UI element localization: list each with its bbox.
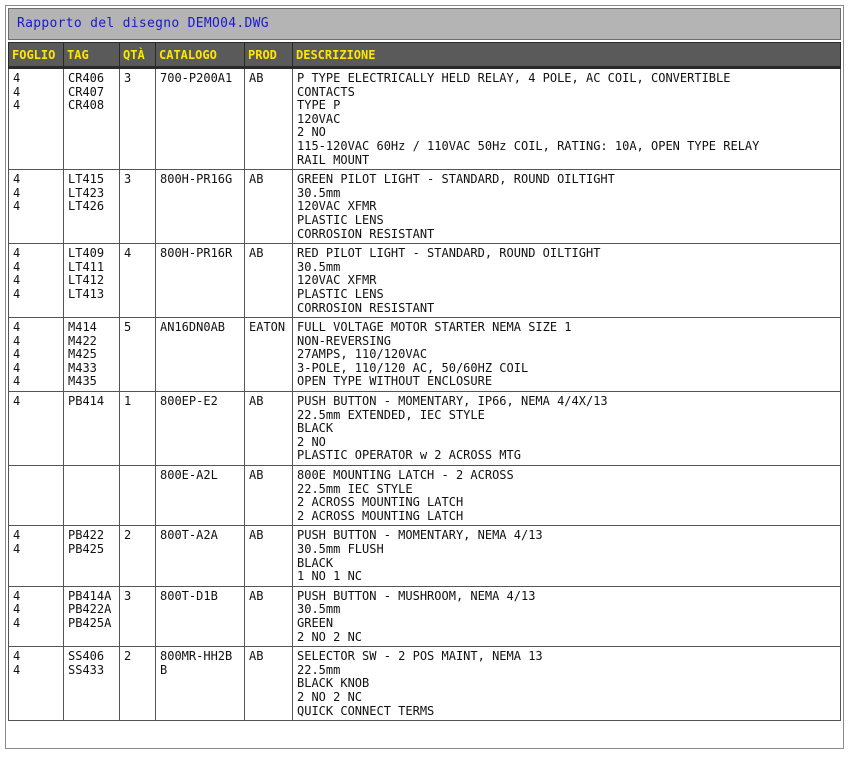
header-foglio: FOGLIO [9, 43, 64, 68]
cell-catalogo: 800EP-E2 [156, 392, 245, 466]
cell-descrizione: PUSH BUTTON - MOMENTARY, IP66, NEMA 4/4X/13 22.5mm EXTENDED, IEC STYLE BLACK 2 NO PLASTIC OPERATOR w 2 ACROSS MTG [293, 392, 841, 466]
header-descrizione: DESCRIZIONE [293, 43, 841, 68]
cell-tag [64, 466, 120, 526]
report-frame [5, 5, 844, 749]
cell-descrizione: SELECTOR SW - 2 POS MAINT, NEMA 13 22.5mm BLACK KNOB 2 NO 2 NC QUICK CONNECT TERMS [293, 647, 841, 721]
table-row [9, 170, 841, 244]
cell-foglio: 4 4 4 [9, 586, 64, 646]
header-tag: TAG [64, 43, 120, 68]
header-prod: PROD [245, 43, 293, 68]
cell-foglio: 4 4 4 [9, 170, 64, 244]
cell-qta [120, 466, 156, 526]
cell-tag: CR406 CR407 CR408 [64, 68, 120, 170]
cell-tag: LT409 LT411 LT412 LT413 [64, 244, 120, 318]
cell-prod: EATON [245, 318, 293, 392]
cell-qta: 3 [120, 586, 156, 646]
cell-qta: 2 [120, 647, 156, 721]
table-row [9, 466, 841, 526]
cell-qta: 1 [120, 392, 156, 466]
cell-qta: 2 [120, 526, 156, 586]
table-row [9, 68, 841, 170]
table-header-row [9, 43, 841, 68]
cell-qta: 3 [120, 68, 156, 170]
cell-foglio [9, 466, 64, 526]
cell-descrizione: RED PILOT LIGHT - STANDARD, ROUND OILTIGHT 30.5mm 120VAC XFMR PLASTIC LENS CORROSION RESISTANT [293, 244, 841, 318]
cell-foglio: 4 4 [9, 526, 64, 586]
cell-prod: AB [245, 244, 293, 318]
cell-prod: AB [245, 68, 293, 170]
cell-qta: 4 [120, 244, 156, 318]
cell-catalogo: 800H-PR16G [156, 170, 245, 244]
cell-prod: AB [245, 647, 293, 721]
cell-qta: 5 [120, 318, 156, 392]
cell-prod: AB [245, 392, 293, 466]
cell-tag: LT415 LT423 LT426 [64, 170, 120, 244]
cell-descrizione: PUSH BUTTON - MUSHROOM, NEMA 4/13 30.5mm GREEN 2 NO 2 NC [293, 586, 841, 646]
table-row [9, 586, 841, 646]
table-body [9, 68, 841, 721]
cell-descrizione: 800E MOUNTING LATCH - 2 ACROSS 22.5mm IEC STYLE 2 ACROSS MOUNTING LATCH 2 ACROSS MOUNTING LATCH [293, 466, 841, 526]
cell-foglio: 4 [9, 392, 64, 466]
report-title: Rapporto del disegno DEMO04.DWG [17, 16, 269, 31]
table-row [9, 244, 841, 318]
cell-foglio: 4 4 [9, 647, 64, 721]
cell-foglio: 4 4 4 4 4 [9, 318, 64, 392]
cell-prod: AB [245, 466, 293, 526]
parts-table [8, 42, 841, 721]
cell-tag: M414 M422 M425 M433 M435 [64, 318, 120, 392]
cell-foglio: 4 4 4 4 [9, 244, 64, 318]
report-title-bar [8, 8, 841, 40]
cell-catalogo: 800E-A2L [156, 466, 245, 526]
cell-prod: AB [245, 586, 293, 646]
cell-tag: PB414A PB422A PB425A [64, 586, 120, 646]
cell-catalogo: 800T-A2A [156, 526, 245, 586]
cell-tag: PB422 PB425 [64, 526, 120, 586]
table-row [9, 392, 841, 466]
cell-descrizione: GREEN PILOT LIGHT - STANDARD, ROUND OILTIGHT 30.5mm 120VAC XFMR PLASTIC LENS CORROSION RESISTANT [293, 170, 841, 244]
cell-catalogo: 700-P200A1 [156, 68, 245, 170]
cell-descrizione: PUSH BUTTON - MOMENTARY, NEMA 4/13 30.5mm FLUSH BLACK 1 NO 1 NC [293, 526, 841, 586]
cell-qta: 3 [120, 170, 156, 244]
cell-descrizione: P TYPE ELECTRICALLY HELD RELAY, 4 POLE, AC COIL, CONVERTIBLE CONTACTS TYPE P 120VAC 2 NO 115-120VAC 60Hz / 110VAC 50Hz COIL, RATING: 10A, OPEN TYPE RELAY RAIL MOUNT [293, 68, 841, 170]
cell-descrizione: FULL VOLTAGE MOTOR STARTER NEMA SIZE 1 NON-REVERSING 27AMPS, 110/120VAC 3-POLE, 110/120 AC, 50/60HZ COIL OPEN TYPE WITHOUT ENCLOSURE [293, 318, 841, 392]
table-row [9, 647, 841, 721]
table-row [9, 318, 841, 392]
table-row [9, 526, 841, 586]
cell-catalogo: 800MR-HH2B B [156, 647, 245, 721]
cell-catalogo: 800T-D1B [156, 586, 245, 646]
header-catalogo: CATALOGO [156, 43, 245, 68]
cell-tag: PB414 [64, 392, 120, 466]
header-qta: QTÀ [120, 43, 156, 68]
cell-tag: SS406 SS433 [64, 647, 120, 721]
cell-catalogo: AN16DN0AB [156, 318, 245, 392]
cell-prod: AB [245, 170, 293, 244]
cell-catalogo: 800H-PR16R [156, 244, 245, 318]
cell-foglio: 4 4 4 [9, 68, 64, 170]
cell-prod: AB [245, 526, 293, 586]
